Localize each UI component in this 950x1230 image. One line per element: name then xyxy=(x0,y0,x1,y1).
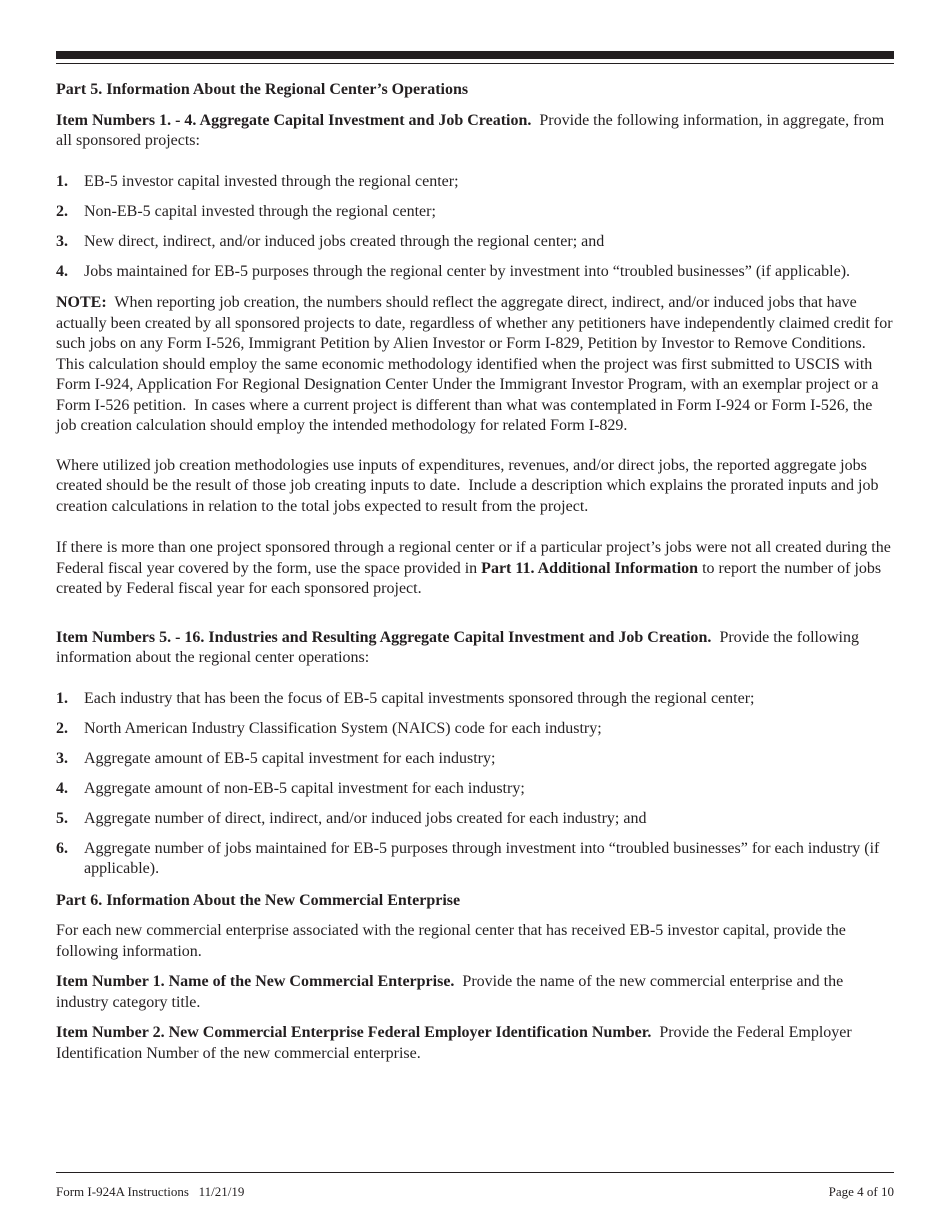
footer-rule xyxy=(56,1172,894,1173)
list-item-text: EB-5 investor capital invested through the regional center; xyxy=(84,172,459,190)
list-item xyxy=(56,779,894,800)
list-item-number: 1. xyxy=(56,689,68,707)
list-item-text: New direct, indirect, and/or induced jobs created through the regional center; and xyxy=(84,232,605,250)
items-1-4-lead: Item Numbers 1. - 4. Aggregate Capital Investment and Job Creation. xyxy=(56,111,532,129)
list-item-text: Aggregate amount of EB-5 capital investment for each industry; xyxy=(84,749,496,767)
note-text: When reporting job creation, the numbers should reflect the aggregate direct, indirect, and/or induced jobs that have actually been created by all sponsored projects to date, regardless of whether any petitioners have independently claimed credit for such jobs on any Form I-526, Immigrant Petition by Alien Investor or Form I-829, Petition by Investor to Remove Conditions. This calculation should employ the same economic methodology identified when the project was first submitted to USCIS with Form I-924, Application For Regional Designation Center Under the Immigrant Investor Program, with an exemplar project or a Form I-526 petition. In cases where a current project is different than what was contemplated in Form I-924 or Form I-526, the job creation calculation should employ the intended methodology for related Form I-829. xyxy=(56,294,897,434)
list-item-number: 1. xyxy=(56,172,68,190)
capital-investment-list xyxy=(56,172,894,283)
footer-form-info: Form I-924A Instructions 11/21/19 xyxy=(56,1184,245,1199)
list-item xyxy=(56,719,894,740)
note-paragraph xyxy=(56,293,897,437)
multi-project-text-before: If there is more than one project sponsored through a regional center or if a particular project’s jobs were not all created during the Federal fiscal year covered by the form, use the space provided in xyxy=(56,539,891,577)
list-item-text: Each industry that has been the focus of EB-5 capital investments sponsored through the regional center; xyxy=(84,689,755,707)
part11-reference: Part 11. Additional Information xyxy=(481,559,699,577)
multi-project-text-after: to report the number of jobs created by Federal fiscal year for each sponsored project. xyxy=(56,559,882,597)
part6-heading: Part 6. Information About the New Commercial Enterprise xyxy=(56,891,461,909)
part6-item2-text: Provide the Federal Employer Identification Number of the new commercial enterprise. xyxy=(56,1024,856,1062)
part6-item1-lead: Item Number 1. Name of the New Commercial Enterprise. xyxy=(56,973,455,990)
part6-item2-lead: Item Number 2. New Commercial Enterprise Federal Employer Identification Number. xyxy=(56,1024,652,1041)
header-rule-thin xyxy=(56,63,894,64)
list-item xyxy=(56,839,894,880)
footer-page-number: Page 4 of 10 xyxy=(828,1184,894,1199)
list-item-number: 3. xyxy=(56,232,68,250)
list-item xyxy=(56,202,894,223)
methodology-paragraph: Where utilized job creation methodologies use inputs of expenditures, revenues, and/or direct jobs, the reported aggregate jobs created should be the result of those job creating inputs to date. Include a description which explains the prorated inputs and job creation calculations in relation to the total jobs expected to result from the project. xyxy=(56,456,883,515)
list-item-number: 4. xyxy=(56,779,68,797)
multi-project-paragraph xyxy=(56,538,894,600)
list-item xyxy=(56,262,894,283)
items-5-16-paragraph xyxy=(56,628,894,669)
list-item xyxy=(56,809,894,830)
list-item xyxy=(56,232,894,253)
list-item xyxy=(56,689,894,710)
industries-list xyxy=(56,689,894,880)
list-item-number: 2. xyxy=(56,202,68,220)
part6-intro: For each new commercial enterprise associated with the regional center that has received EB-5 investor capital, provide the following information. xyxy=(56,922,846,960)
items-1-4-text: Provide the following information, in aggregate, from all sponsored projects: xyxy=(56,111,889,149)
part6-item2-paragraph xyxy=(56,1023,894,1064)
list-item xyxy=(56,172,894,193)
list-item-number: 3. xyxy=(56,749,68,767)
part6-item1-text: Provide the name of the new commercial enterprise and the industry category title. xyxy=(56,973,848,1011)
items-1-4-paragraph xyxy=(56,111,894,152)
list-item-number: 5. xyxy=(56,809,68,827)
note-lead: NOTE: xyxy=(56,294,107,311)
list-item-text: North American Industry Classification System (NAICS) code for each industry; xyxy=(84,719,602,737)
list-item-text: Aggregate number of direct, indirect, and/or induced jobs created for each industry; and xyxy=(84,809,647,827)
header-rule-thick xyxy=(56,51,894,59)
list-item-number: 6. xyxy=(56,839,68,857)
list-item-number: 4. xyxy=(56,262,68,280)
part5-heading: Part 5. Information About the Regional Center’s Operations xyxy=(56,81,469,98)
document-body xyxy=(56,80,897,1083)
items-5-16-lead: Item Numbers 5. - 16. Industries and Resulting Aggregate Capital Investment and Job Creation. xyxy=(56,628,712,646)
list-item-text: Aggregate amount of non-EB-5 capital investment for each industry; xyxy=(84,779,525,797)
part6-item1-paragraph xyxy=(56,972,894,1013)
list-item-text: Non-EB-5 capital invested through the regional center; xyxy=(84,202,436,220)
list-item-text: Jobs maintained for EB-5 purposes through the regional center by investment into “troubled businesses” (if applicable). xyxy=(84,262,851,280)
list-item xyxy=(56,749,894,770)
list-item-number: 2. xyxy=(56,719,68,737)
items-5-16-text: Provide the following information about the regional center operations: xyxy=(56,628,863,666)
list-item-text: Aggregate number of jobs maintained for EB-5 purposes through investment into “troubled businesses” for each industry (if applicable). xyxy=(84,839,880,877)
